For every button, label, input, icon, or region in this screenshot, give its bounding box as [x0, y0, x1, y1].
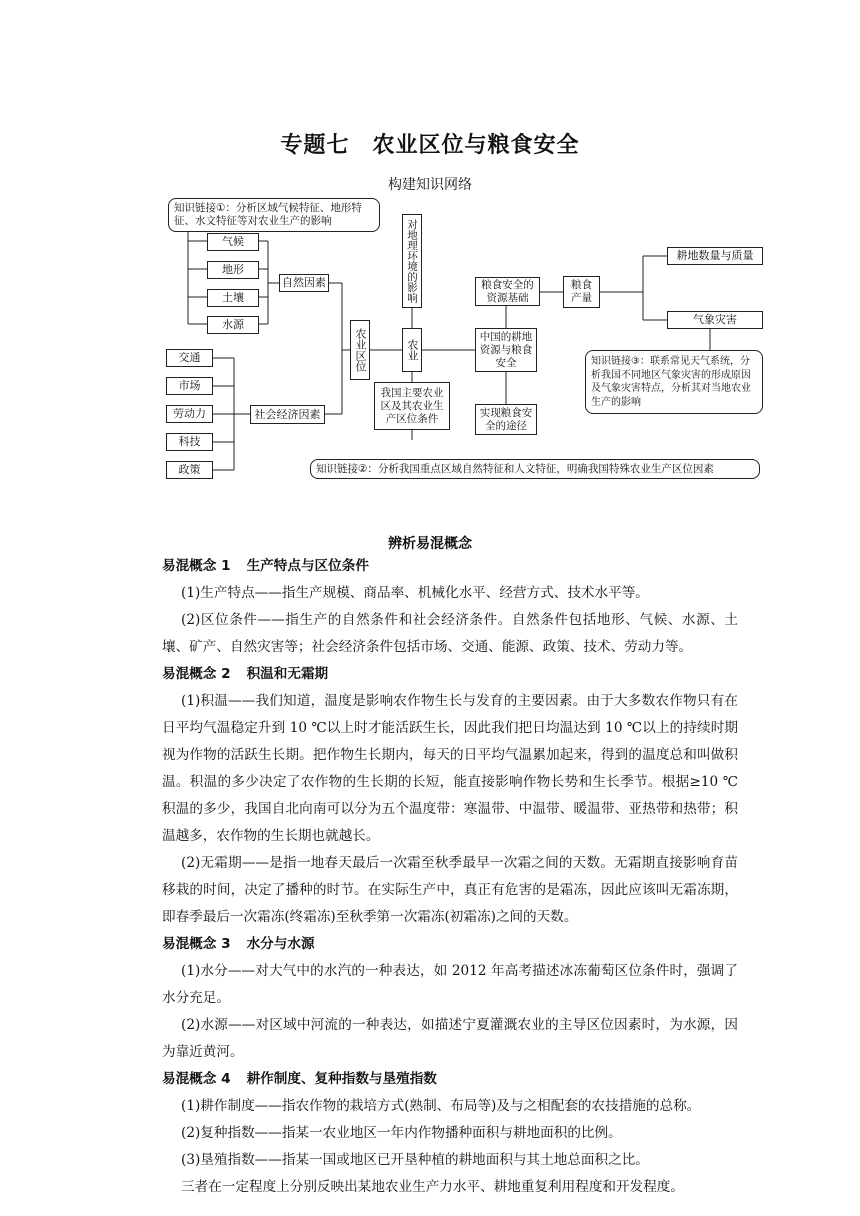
concept-4-heading: 易混概念 4 耕作制度、复种指数与垦殖指数 [162, 1071, 437, 1087]
page-title: 专题七 农业区位与粮食安全 [280, 133, 580, 158]
concept-3-heading: 易混概念 3 水分与水源 [162, 936, 315, 952]
natural-item-water: 水源 [207, 316, 259, 334]
concept-4-para-1: (1)耕作制度——指农作物的栽培方式(熟制、布局等)及与之相配套的农技措施的总称。 [181, 1098, 701, 1114]
grain-security-pathway: 实现粮食安全的途径 [475, 404, 537, 435]
network-heading: 构建知识网络 [388, 177, 472, 193]
natural-item-terrain: 地形 [207, 261, 259, 279]
concept-2-para-1: (1)积温——我们知道，温度是影响农作物生长与发育的主要因素。由于大多数农作物只有在日平均气温稳定升到 10 ℃以上时才能活跃生长，因此我们把日均温达到 10 ℃以上的持续时期视为作物的活跃生长期。把作物生长期内，每天的日平均气温累加起来，得到的温度总和叫做积温。积温的多少决定了农作物的生长期的长短，能直接影响作物长势和生长季节。根据≥10 ℃积温的多少，我国自北向南可以分为五个温度带：寒温带、中温带、暖温带、亚热带和热带；积温越多，农作物的生长期也就越长。 [162, 693, 738, 844]
natural-item-soil: 土壤 [207, 289, 259, 307]
social-item-policy: 政策 [166, 461, 213, 479]
cultivated-land-grain-security: 中国的耕地资源与粮食安全 [475, 328, 537, 372]
concept-4-summary: 三者在一定程度上分别反映出某地农业生产力水平、耕地重复利用程度和开发程度。 [181, 1179, 684, 1195]
concept-4-para-3: (3)垦殖指数——指某一国或地区已开垦种植的耕地面积与其土地总面积之比。 [181, 1152, 649, 1168]
geographic-environment-impact: 对地理环境的影响 [402, 214, 422, 308]
natural-item-climate: 气候 [207, 233, 259, 251]
natural-factors: 自然因素 [279, 274, 329, 292]
grain-output: 粮食产量 [563, 276, 600, 308]
concept-1-heading: 易混概念 1 生产特点与区位条件 [162, 558, 369, 574]
concepts-body [162, 553, 738, 1201]
grain-security-resource-basis: 粮食安全的资源基础 [475, 277, 540, 306]
social-item-transport: 交通 [166, 349, 213, 367]
concept-2-heading: 易混概念 2 积温和无霜期 [162, 666, 329, 682]
meteorological-disasters: 气象灾害 [667, 311, 763, 329]
knowledge-link-1: 知识链接①：分析区域气候特征、地形特征、水文特征等对农业生产的影响 [168, 198, 380, 232]
knowledge-link-2: 知识链接②：分析我国重点区域自然特征和人文特征，明确我国特殊农业生产区位因素 [310, 459, 760, 479]
social-item-labor: 劳动力 [166, 405, 213, 423]
concept-3-para-2: (2)水源——对区域中河流的一种表达，如描述宁夏灌溉农业的主导区位因素时，为水源，因为靠近黄河。 [162, 1017, 738, 1060]
concept-4-para-2: (2)复种指数——指某一农业地区一年内作物播种面积与耕地面积的比例。 [181, 1125, 622, 1141]
main-agricultural-regions: 我国主要农业区及其农业生产区位条件 [374, 382, 450, 430]
concept-1-para-2: (2)区位条件——指生产的自然条件和社会经济条件。自然条件包括地形、气候、水源、土壤、矿产、自然灾害等；社会经济条件包括市场、交通、能源、政策、技术、劳动力等。 [162, 612, 738, 655]
social-item-market: 市场 [166, 377, 213, 395]
concepts-heading: 辨析易混概念 [388, 536, 472, 552]
concept-2-para-2: (2)无霜期——是指一地春天最后一次霜至秋季最早一次霜之间的天数。无霜期直接影响育苗移栽的时间，决定了播种的时节。在实际生产中，真正有危害的是霜冻，因此应该叫无霜冻期，即春季最后一次霜冻(终霜冻)至秋季第一次霜冻(初霜冻)之间的天数。 [162, 855, 738, 925]
concept-1-para-1: (1)生产特点——指生产规模、商品率、机械化水平、经营方式、技术水平等。 [181, 585, 649, 601]
agricultural-location: 农业区位 [350, 320, 370, 380]
knowledge-link-3: 知识链接③：联系常见天气系统，分析我国不同地区气象灾害的形成原因及气象灾害特点，分析其对当地农业生产的影响 [585, 350, 763, 414]
agriculture-core: 农业 [402, 328, 422, 372]
social-item-technology: 科技 [166, 433, 213, 451]
concept-3-para-1: (1)水分——对大气中的水汽的一种表达，如 2012 年高考描述冰冻葡萄区位条件时，强调了水分充足。 [162, 963, 738, 1006]
cultivated-land-quantity-quality: 耕地数量与质量 [667, 247, 763, 265]
social-economic-factors: 社会经济因素 [250, 405, 325, 424]
